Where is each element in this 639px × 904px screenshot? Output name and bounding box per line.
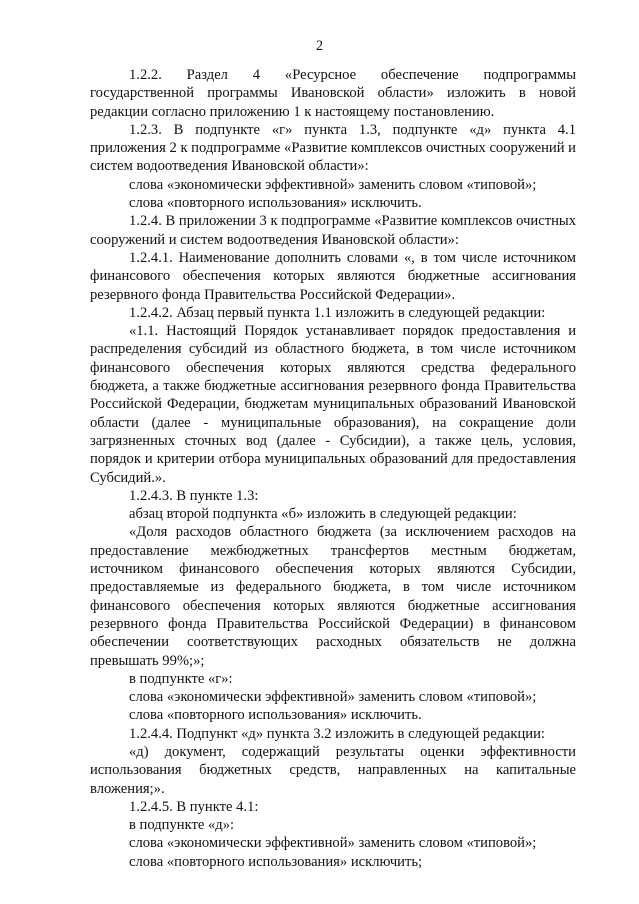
paragraph-quote-1-1: «1.1. Настоящий Порядок устанавливает порядок предоставления и распределения субсидий из областного бюджета, в том числе источником финансового обеспечения которых являются средства федерального бюджета, а также бюджетные ассигнования резервного фонда Правительства Российской Федерации, бюджетам муниципальных образований Ивановской области (далее - муниципальные образования), на сокращение доли загрязненных сточных вод (далее - Субсидии), а также цель, условия, порядок и критерии отбора муниципальных образований для предоставления Субсидий.».: [90, 323, 576, 486]
paragraph-replace-words-2: слова «экономически эффективной» заменить словом «типовой»;: [129, 689, 537, 706]
page-number: 2: [315, 38, 324, 54]
paragraph-podpunkt-g: в подпункте «г»:: [129, 670, 233, 687]
paragraph-abzac-b: абзац второй подпункта «б» изложить в следующей редакции:: [129, 506, 517, 523]
paragraph-1-2-4-4: 1.2.4.4. Подпункт «д» пункта 3.2 изложить в следующей редакции:: [129, 725, 545, 742]
paragraph-quote-dolya: «Доля расходов областного бюджета (за исключением расходов на предоставление межбюджетных трансфертов местным бюджетам, источником финансового обеспечения которых являются Субсидии, предоставляемые из федерального бюджета, в том числе источником финансового обеспечения которых являются бюджетные ассигнования резервного фонда Правительства Российской Федерации) в финансовом обеспечении соответствующих расходных обязательств не должна превышать 99%;»;: [90, 524, 576, 669]
paragraph-exclude-words-2: слова «повторного использования» исключить.: [129, 707, 422, 724]
paragraph-1-2-4-3: 1.2.4.3. В пункте 1.3:: [129, 487, 259, 504]
paragraph-replace-words-3: слова «экономически эффективной» заменить словом «типовой»;: [129, 835, 537, 852]
paragraph-1-2-4-2: 1.2.4.2. Абзац первый пункта 1.1 изложить в следующей редакции:: [129, 304, 546, 321]
document-body: [90, 66, 576, 871]
paragraph-1-2-2: 1.2.2. Раздел 4 «Ресурсное обеспечение подпрограммы государственной программы Ивановской области» изложить в новой редакции согласно приложению 1 к настоящему постановлению.: [90, 67, 576, 120]
paragraph-exclude-words: слова «повторного использования» исключить.: [129, 195, 422, 212]
paragraph-1-2-4-5: 1.2.4.5. В пункте 4.1:: [129, 798, 259, 815]
paragraph-podpunkt-d: в подпункте «д»:: [129, 817, 235, 834]
paragraph-1-2-4: 1.2.4. В приложении 3 к подпрограмме «Развитие комплексов очистных сооружений и систем водоотведения Ивановской области»:: [90, 213, 576, 248]
paragraph-replace-words: слова «экономически эффективной» заменить словом «типовой»;: [129, 176, 537, 193]
paragraph-quote-d: «д) документ, содержащий результаты оценки эффективности использования бюджетных средств, направленных на капитальные вложения;».: [90, 743, 576, 797]
paragraph-1-2-3: 1.2.3. В подпункте «г» пункта 1.3, подпункте «д» пункта 4.1 приложения 2 к подпрограмме «Развитие комплексов очистных сооружений и систем водоотведения Ивановской области»:: [90, 121, 576, 175]
paragraph-exclude-words-3: слова «повторного использования» исключить;: [129, 853, 423, 870]
paragraph-1-2-4-1: 1.2.4.1. Наименование дополнить словами «, в том числе источником финансового обеспечения которых являются бюджетные ассигнования резервного фонда Правительства Российской Федерации».: [90, 249, 576, 303]
